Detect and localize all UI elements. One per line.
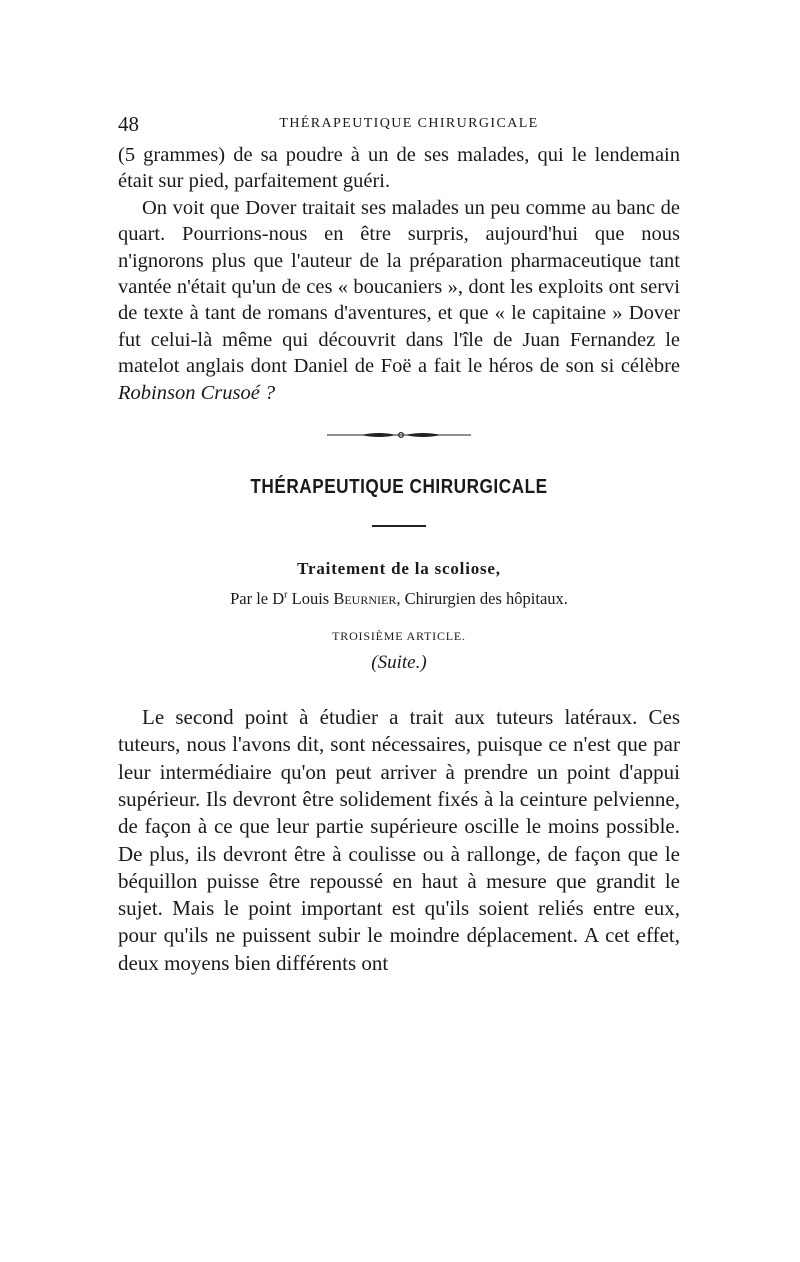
article-title: Traitement de la scoliose,	[297, 559, 501, 579]
book-page	[118, 112, 680, 977]
ornamental-divider	[327, 430, 471, 440]
article-part: TROISIÈME ARTICLE.	[332, 629, 466, 644]
byline	[118, 589, 680, 609]
intro-paragraph-1: (5 grammes) de sa poudre à un de ses malades, qui le lendemain était sur pied, parfaitement guéri.	[118, 144, 680, 193]
byline-sup: r	[284, 589, 288, 601]
intro-paragraph-2	[118, 195, 680, 406]
running-head	[118, 112, 680, 142]
byline-surname: Beurnier	[333, 589, 397, 609]
section-title: THÉRAPEUTIQUE CHIRURGICALE	[250, 476, 548, 499]
body-paragraph-1: Le second point à étudier a trait aux tuteurs latéraux. Ces tuteurs, nous l'avons dit, sont nécessaires, puisque ce n'est que par leur intermédiaire qu'on peut arriver à prendre un point d'appui supérieur. Ils devront être solidement fixés à la ceinture pelvienne, de façon à ce que leur partie supérieure oscille le moins possible. De plus, ils devront être à coulisse ou à rallonge, de façon que le béquillon puisse être repoussé en haut à mesure que grandit le sujet. Mais le point important est qu'ils soient reliés entre eux, pour qu'ils ne puissent subir le moindre déplacement. A cet effet, deux moyens bien différents ont	[118, 705, 680, 975]
article-body	[118, 704, 680, 977]
continuation-note: (Suite.)	[371, 652, 427, 674]
page-number: 48	[118, 112, 139, 136]
byline-suffix: , Chirurgien des hôpitaux.	[396, 589, 568, 609]
short-divider	[372, 525, 426, 527]
intro-paragraph-2-text: On voit que Dover traitait ses malades un peu comme au banc de quart. Pourrions-nous en être surpris, aujourd'hui que nous n'ignorons plus que l'auteur de la préparation pharmaceutique tant vantée n'était qu'un de ces « boucaniers », dont les exploits ont servi de texte à tant de romans d'aventures, et que « le capitaine » Dover fut celui-là même qui découvrit dans l'île de Juan Fernandez le matelot anglais dont Daniel de Foë a fait le héros de son si célèbre	[118, 196, 680, 378]
byline-first-name: Louis	[291, 589, 330, 609]
running-title: THÉRAPEUTIQUE CHIRURGICALE	[279, 116, 539, 131]
book-title-robinson-crusoe: Robinson Crusoé ?	[118, 381, 276, 404]
byline-prefix: Par le D	[230, 589, 285, 609]
